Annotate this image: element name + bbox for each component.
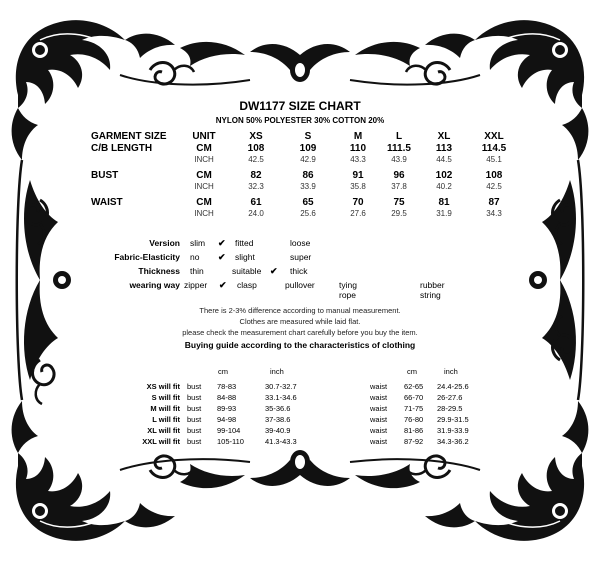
size-value: 44.5: [436, 155, 452, 164]
row-unit: CM: [196, 143, 212, 154]
guide-row: [0, 415, 600, 426]
buying-guide: [0, 367, 600, 444]
guide-inch: 37-38.6: [265, 415, 291, 424]
guide-cm: 84-88: [217, 393, 237, 402]
size-value: 33.9: [300, 182, 316, 191]
size-value: 37.8: [391, 182, 407, 191]
size-value: 43.9: [391, 155, 407, 164]
option-value: zipper: [184, 280, 208, 290]
row-unit: INCH: [194, 182, 214, 191]
size-value: 35.8: [350, 182, 366, 191]
guide-inch: 39-40.9: [265, 426, 291, 435]
option-value: super: [290, 252, 312, 262]
guide-cm: 66-70: [404, 393, 424, 402]
guide-inch: 26-27.6: [437, 393, 463, 402]
size-value: 81: [438, 197, 450, 208]
size-value: 70: [352, 197, 364, 208]
guide-size: L will fit: [152, 415, 180, 424]
guide-part: bust: [187, 393, 202, 402]
guide-unit-cm-right: cm: [407, 367, 417, 376]
guide-cm: 71-75: [404, 404, 424, 413]
guide-cm: 87-92: [404, 437, 424, 446]
size-value: 34.3: [486, 209, 502, 218]
row-unit: CM: [196, 197, 212, 208]
size-value: 42.9: [300, 155, 316, 164]
note-laid-flat: Clothes are measured while laid flat.: [239, 317, 361, 326]
option-label: wearing way: [129, 280, 180, 290]
guide-row: [0, 393, 600, 404]
size-value: 32.3: [248, 182, 264, 191]
row-label: C/B LENGTH: [91, 143, 153, 154]
option-value: tying rope: [339, 280, 357, 300]
option-value: rubber string: [420, 280, 445, 300]
guide-size: XXL will fit: [142, 437, 180, 446]
option-value: loose: [290, 238, 311, 248]
size-value: 111.5: [387, 143, 411, 154]
guide-inch: 41.3-43.3: [265, 437, 297, 446]
size-value: 75: [393, 197, 405, 208]
size-value: 96: [393, 170, 405, 181]
size-value: 102: [435, 170, 453, 181]
guide-row: [0, 382, 600, 393]
size-value: 91: [352, 170, 364, 181]
guide-part: bust: [187, 404, 202, 413]
guide-part: bust: [187, 415, 202, 424]
guide-inch: 28-29.5: [437, 404, 463, 413]
size-value: 82: [250, 170, 262, 181]
row-label: BUST: [91, 170, 119, 181]
option-value: slim: [190, 238, 206, 248]
option-value: clasp: [237, 280, 257, 290]
guide-size: XS will fit: [146, 382, 180, 391]
guide-part: waist: [370, 393, 388, 402]
guide-part: bust: [187, 426, 202, 435]
header-xs: XS: [249, 131, 263, 142]
guide-inch: 24.4-25.6: [437, 382, 469, 391]
size-value: 25.6: [300, 209, 316, 218]
option-label: Version: [149, 238, 180, 248]
guide-row: [0, 426, 600, 437]
size-value: 42.5: [248, 155, 264, 164]
size-value: 61: [250, 197, 262, 208]
guide-cm: 105-110: [217, 437, 244, 446]
row-label: WAIST: [91, 197, 123, 208]
option-value: thick: [290, 266, 308, 276]
size-value: 29.5: [391, 209, 407, 218]
guide-part: waist: [370, 426, 388, 435]
option-value: fitted: [235, 238, 254, 248]
header-l: L: [395, 131, 403, 142]
guide-unit-cm-left: cm: [218, 367, 228, 376]
guide-inch: 33.1-34.6: [265, 393, 297, 402]
row-unit: CM: [196, 170, 212, 181]
check-icon: ✔: [218, 252, 226, 262]
buying-guide-title: Buying guide according to the characteristics of clothing: [184, 340, 416, 350]
header-garment-size: GARMENT SIZE: [91, 131, 167, 142]
guide-part: bust: [187, 437, 202, 446]
note-difference: There is 2-3% difference according to manual measurement.: [199, 306, 401, 315]
check-icon: ✔: [219, 280, 227, 290]
header-xl: XL: [437, 131, 451, 142]
guide-inch: 35-36.6: [265, 404, 291, 413]
size-value: 40.2: [436, 182, 452, 191]
size-value: 65: [302, 197, 314, 208]
option-value: slight: [235, 252, 255, 262]
guide-row: [0, 404, 600, 415]
material-composition: NYLON 50% POLYESTER 30% COTTON 20%: [215, 116, 385, 125]
guide-inch: 30.7-32.7: [265, 382, 297, 391]
size-value: 110: [349, 143, 367, 154]
guide-unit-inch-left: inch: [270, 367, 284, 376]
option-value: suitable: [232, 266, 262, 276]
option-label: Fabric-Elasticity: [114, 252, 180, 262]
header-unit: UNIT: [192, 131, 216, 142]
guide-cm: 76-80: [404, 415, 424, 424]
guide-size: XL will fit: [147, 426, 180, 435]
check-icon: ✔: [270, 266, 278, 276]
guide-part: waist: [370, 404, 388, 413]
guide-cm: 81-86: [404, 426, 424, 435]
size-value: 113: [435, 143, 453, 154]
size-value: 86: [302, 170, 314, 181]
option-value: no: [190, 252, 200, 262]
guide-unit-row: [0, 367, 600, 378]
check-icon: ✔: [218, 238, 226, 248]
size-value: 45.1: [486, 155, 502, 164]
size-value: 108: [247, 143, 265, 154]
size-value: 114.5: [481, 143, 507, 154]
chart-title: DW1177 SIZE CHART: [239, 99, 361, 113]
size-value: 31.9: [436, 209, 452, 218]
size-value: 109: [299, 143, 317, 154]
option-label: Thickness: [138, 266, 180, 276]
guide-row: [0, 437, 600, 448]
size-value: 87: [488, 197, 500, 208]
header-m: M: [353, 131, 363, 142]
guide-cm: 78-83: [217, 382, 237, 391]
guide-unit-inch-right: inch: [444, 367, 458, 376]
guide-part: waist: [370, 437, 388, 446]
guide-size: S will fit: [151, 393, 180, 402]
header-xxl: XXL: [484, 131, 504, 142]
guide-inch: 29.9-31.5: [437, 415, 469, 424]
option-value: thin: [190, 266, 204, 276]
size-value: 42.5: [486, 182, 502, 191]
guide-part: waist: [370, 382, 388, 391]
guide-part: waist: [370, 415, 388, 424]
option-value: pullover: [285, 280, 315, 290]
guide-inch: 31.9-33.9: [437, 426, 469, 435]
guide-size: M will fit: [150, 404, 180, 413]
guide-cm: 99-104: [217, 426, 241, 435]
size-value: 108: [485, 170, 503, 181]
row-unit: INCH: [194, 209, 214, 218]
guide-cm: 89-93: [217, 404, 237, 413]
row-unit: INCH: [194, 155, 214, 164]
guide-cm: 62-65: [404, 382, 424, 391]
size-value: 43.3: [350, 155, 366, 164]
guide-cm: 94-98: [217, 415, 237, 424]
guide-inch: 34.3-36.2: [437, 437, 469, 446]
size-value: 24.0: [248, 209, 264, 218]
size-value: 27.6: [350, 209, 366, 218]
note-check-chart: please check the measurement chart carefully before you buy the item.: [182, 328, 418, 337]
header-s: S: [304, 131, 312, 142]
guide-part: bust: [187, 382, 202, 391]
